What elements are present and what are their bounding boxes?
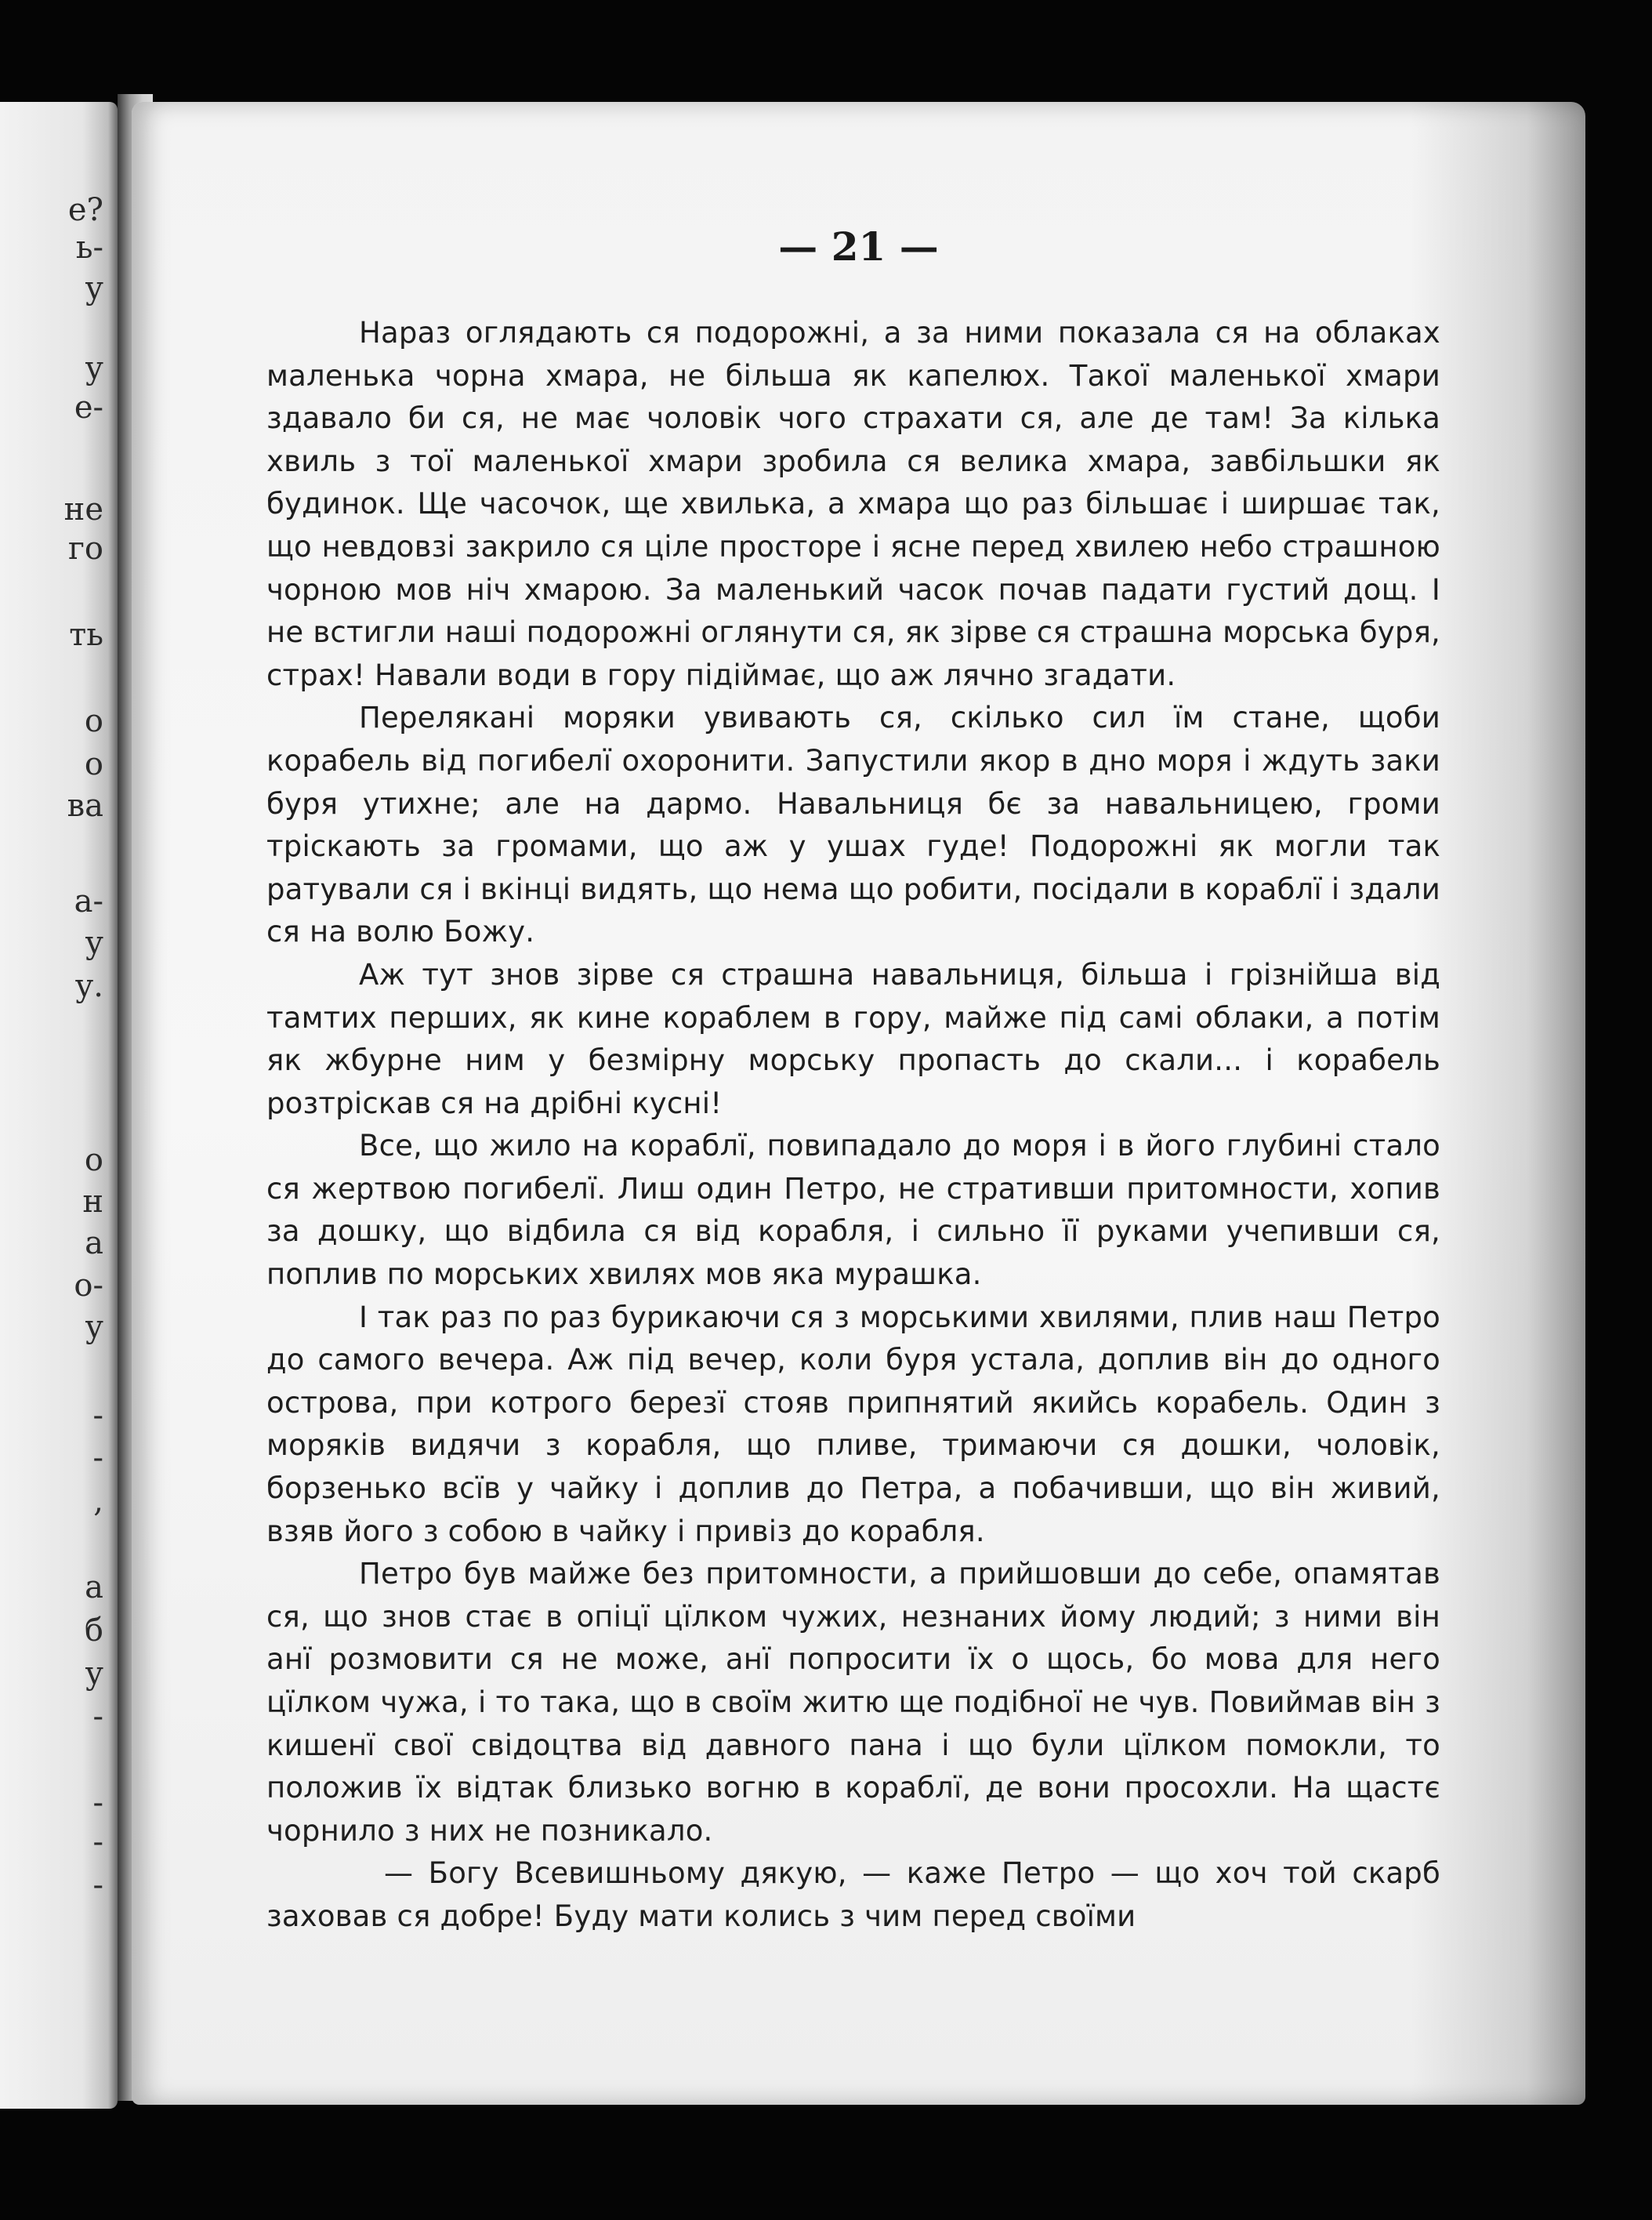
previous-page-line-fragment: -	[92, 1824, 103, 1860]
previous-page-line-fragment: у	[85, 270, 103, 307]
paragraph: Нараз оглядають ся подорожні, а за ними показала ся на облаках маленька чорна хмара, не більша як капелюх. Такої маленької хмари здавало би ся, не має чоловік чого страхати ся, але де там! За кілька хвиль з тої маленької хмари зробила ся велика хмара, завбільшки як будинок. Ще часочок, ще хвилька, а хмара що раз більшає і ширшає так, що невдовзі закрило ся ціле просторе і ясне перед хвилею небо страшною чорною мов ніч хмарою. За маленький часок почав падати густий дощ. І не встигли наші подорожні оглянути ся, як зірве ся страшна морська буря, страх! Навали води в гору підіймає, що аж лячно згадати.	[266, 316, 1440, 692]
previous-page-line-fragment: а	[85, 1225, 103, 1261]
previous-page-line-fragment: ь-	[75, 230, 103, 266]
previous-page-line-fragment: ва	[67, 788, 103, 824]
previous-page-line-fragment: у.	[74, 968, 103, 1004]
previous-page-line-fragment: -	[92, 1785, 103, 1821]
previous-page-line-fragment: -	[92, 1398, 103, 1434]
paragraph: — Богу Всевишньому дякую, — каже Петро — що хоч той скарб заховав ся добре! Буду мати колись з чим перед своїми	[266, 1856, 1440, 1933]
previous-page-line-fragment: у	[85, 350, 103, 386]
previous-page-line-fragment: -	[92, 1867, 103, 1903]
previous-page-line-fragment: го	[67, 531, 103, 567]
paragraph: Петро був майже без притомности, а прийшовши до себе, опамятав ся, що знов стає в опіцї цїлком чужих, незнаних йому людий; з ними він анї розмовити ся не може, анї попросити їх о щось, бо мова для него цїлком чужа, і то така, що в своїм житю ще подібної не чув. Повиймав він з кишенї свої свідоцтва від давного пана і що були цїлком помокли, то положив їх відтак близько вогню в кораблї, де вони просохли. На щастє чорнило з них не позникало.	[266, 1557, 1440, 1848]
previous-page-line-fragment: -	[92, 1440, 103, 1476]
previous-page-line-fragment: а	[85, 1569, 103, 1605]
previous-page-line-fragment: е?	[67, 192, 103, 228]
paragraph: Все, що жило на кораблї, повипадало до моря і в його глубині стало ся жертвою погибелї. Лиш один Петро, не стративши притомности, хопив за дошку, що відбила ся від корабля, і сильно її руками учепивши ся, поплив по морських хвилях мов яка мурашка.	[266, 1129, 1440, 1292]
previous-page-line-fragment: н	[82, 1184, 103, 1220]
previous-page-line-fragment: у	[85, 1656, 103, 1692]
paragraph: І так раз по раз бурикаючи ся з морськими хвилями, плив наш Петро до самого вечера. Аж під вечер, коли буря устала, доплив він до одного острова, при котрого березї стояв припнятий якийсь корабель. Один з моряків видячи з корабля, що пливе, тримаючи ся дошки, чоловік, борзенько всїв у чайку і доплив до Петра, а побачивши, що він живий, взяв його з собою в чайку і привіз до корабля.	[266, 1300, 1440, 1548]
previous-page-line-fragment: о	[84, 1142, 103, 1178]
previous-page-line-fragment: о-	[74, 1268, 103, 1304]
previous-page-line-fragment: не	[63, 492, 103, 528]
previous-page-line-fragment: б	[84, 1612, 103, 1649]
paragraph: Перелякані моряки увивають ся, скілько сил їм стане, щоби корабель від погибелї охоронити. Запустили якор в дно моря і ждуть заки буря утихне; але на дармо. Навальниця бє за навальницею, громи тріскають за громами, що аж у ушах гуде! Подорожні як могли так ратували ся і вкінці видять, що нема що робити, посідали в кораблї і здали ся на волю Божу.	[266, 701, 1440, 949]
previous-page-line-fragment: -	[92, 1699, 103, 1735]
previous-page-fragment	[0, 102, 118, 2109]
previous-page-line-fragment: о	[84, 703, 103, 739]
previous-page-line-fragment: у	[85, 925, 103, 961]
paragraph: Аж тут знов зірве ся страшна навальниця, більша і грізнійша від тамтих перших, як кине кораблем в гору, майже під самі облаки, а потім як жбурне ним у безмірну морську пропасть до скали... і корабель розтріскав ся на дрібні кусні!	[266, 957, 1440, 1120]
previous-page-line-fragment: о	[84, 746, 103, 782]
page-number: — 21 —	[778, 223, 939, 270]
previous-page-line-fragment: а-	[74, 883, 103, 920]
previous-page-line-fragment: у	[85, 1309, 103, 1345]
previous-page-line-fragment: е-	[74, 390, 103, 426]
book-page	[132, 102, 1585, 2105]
page-text	[266, 312, 1440, 1939]
previous-page-line-fragment: ть	[69, 617, 103, 653]
previous-page-line-fragment: ,	[93, 1483, 103, 1519]
